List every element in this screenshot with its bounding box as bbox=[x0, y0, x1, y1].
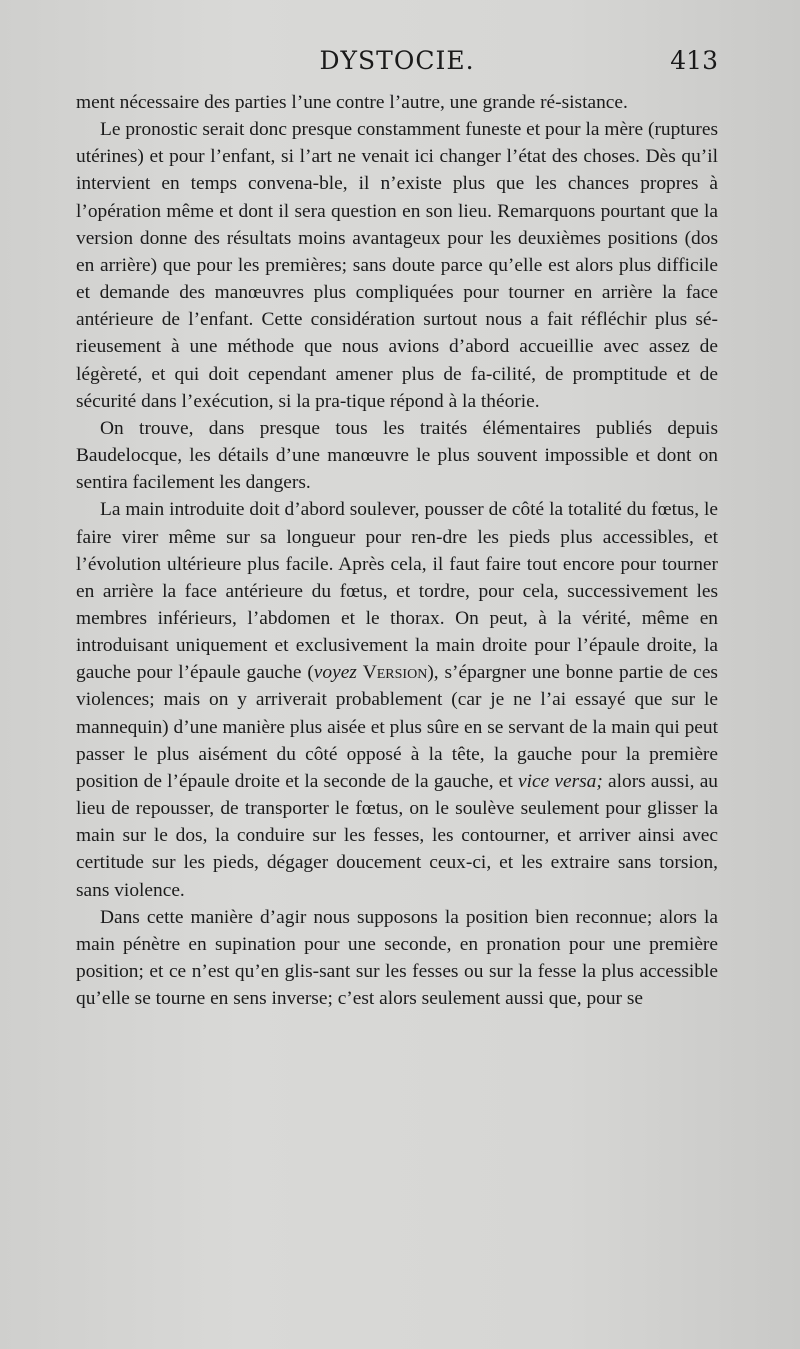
paragraph-3: On trouve, dans presque tous les traités élémentaires publiés depuis Baudelocque, les détails d’une manœuvre le plus souvent impossible et dont on sentira facilement les dangers. bbox=[76, 417, 718, 494]
paragraph-4-text-b: ), s’épargner une bonne partie de ces violences; mais on y arriverait probablement (car je ne l’ai essayé que sur le mannequin) d’une manière plus aisée et plus sûre en se servant de la main qui peut passer le plus aisément du côté opposé à la tête, la gauche pour la première position de l’épaule droite et la seconde de la gauche, et bbox=[76, 662, 718, 792]
cross-reference-version: Version bbox=[362, 662, 428, 684]
body-text bbox=[76, 89, 718, 1012]
paragraph-1: ment nécessaire des parties l’une contre l’autre, une grande ré-sistance. bbox=[76, 92, 628, 113]
paragraph-4-text-c: alors aussi, au lieu de repousser, de transporter le fœtus, on le soulève seulement pour glisser la main sur le dos, la conduire sur les fesses, les contourner, et arriver ainsi avec certitude sur les pieds, dégager doucement ceux-ci, et les extraire sans torsion, sans violence. bbox=[76, 770, 719, 901]
latin-phrase: vice versa; bbox=[517, 770, 603, 792]
running-title: DYSTOCIE. bbox=[319, 46, 475, 75]
paragraph-4 bbox=[76, 496, 718, 903]
page-header bbox=[76, 46, 718, 86]
cross-reference-voyez: voyez bbox=[313, 662, 357, 684]
paragraph-5: Dans cette manière d’agir nous supposons la position bien reconnue; alors la main pénètre en supination pour une seconde, en pronation pour une première position; et ce n’est qu’en glis-sant sur les fesses ou sur la fesse la plus accessible qu’elle se tourne en sens inverse; c’est alors seulement aussi que, pour se bbox=[76, 906, 718, 1010]
paragraph-4-text-a: La main introduite doit d’abord soulever, pousser de côté la totalité du fœtus, le faire virer même sur sa longueur pour ren-dre les pieds plus accessibles, et l’évolution ultérieure plus facile. Après cela, il faut faire tout encore pour tourner en arrière la face antérieure du fœtus, et tordre, pour cela, successivement les membres inférieurs, l’abdomen et le thorax. On peut, à la vérité, même en introduisant uniquement et exclusivement la main droite pour l’épaule droite, la gauche pour l’épaule gauche ( bbox=[76, 499, 718, 684]
page-number: 413 bbox=[670, 46, 718, 75]
paragraph-2: Le pronostic serait donc presque constamment funeste et pour la mère (ruptures utérines) et pour l’enfant, si l’art ne venait ici changer l’état des choses. Dès qu’il intervient en temps convena-ble, il n’existe plus que les chances propres à l’opération même et dont il sera question en son lieu. Remarquons pourtant que la version donne des résultats moins avantageux pour les deuxièmes positions (dos en arrière) que pour les premières; sans doute parce qu’elle est alors plus difficile et demande des manœuvres plus compliquées pour tourner en arrière la face antérieure de l’enfant. Cette considération surtout nous a fait réfléchir plus sé-rieusement à une méthode que nous avions d’abord accueillie avec assez de légèreté, et qui doit cependant amener plus de fa-cilité, de promptitude et de sécurité dans l’exécution, si la pra-tique répond à la théorie. bbox=[76, 119, 718, 412]
